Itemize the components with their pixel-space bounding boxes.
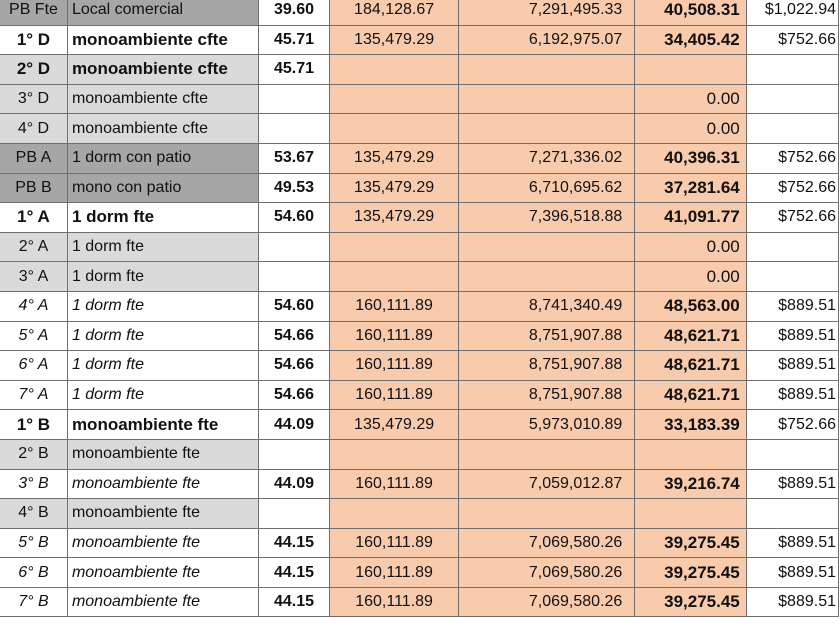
total-price-cell[interactable]: 7,069,580.26 xyxy=(459,528,635,558)
usd-total-cell[interactable]: 0.00 xyxy=(635,262,746,292)
area-cell[interactable]: 49.53 xyxy=(259,173,330,203)
area-cell[interactable]: 44.15 xyxy=(259,587,330,617)
unit-price-cell[interactable] xyxy=(329,84,458,114)
usd-per-m2-cell[interactable]: $889.51 xyxy=(746,351,838,381)
unit-cell[interactable]: PB Fte xyxy=(0,0,67,25)
table-row xyxy=(0,291,839,321)
unit-price-cell[interactable] xyxy=(329,439,458,469)
usd-total-cell[interactable]: 39,216.74 xyxy=(635,469,746,499)
area-cell[interactable] xyxy=(259,439,330,469)
unit-cell[interactable]: 2° D xyxy=(0,55,67,85)
usd-per-m2-cell[interactable]: $889.51 xyxy=(746,528,838,558)
description-cell[interactable]: monoambiente fte xyxy=(67,469,258,499)
area-cell[interactable] xyxy=(259,84,330,114)
area-cell[interactable]: 54.60 xyxy=(259,291,330,321)
usd-per-m2-cell[interactable]: $752.66 xyxy=(746,203,838,233)
unit-cell[interactable]: 7° A xyxy=(0,380,67,410)
unit-price-cell[interactable]: 160,111.89 xyxy=(329,291,458,321)
description-cell[interactable]: 1 dorm fte xyxy=(67,321,258,351)
usd-per-m2-cell[interactable]: $1,022.94 xyxy=(746,0,838,25)
description-cell[interactable]: monoambiente fte xyxy=(67,439,258,469)
table-row xyxy=(0,439,839,469)
table-row xyxy=(0,84,839,114)
unit-cell[interactable]: 7° B xyxy=(0,587,67,617)
total-price-cell[interactable] xyxy=(459,262,635,292)
total-price-cell[interactable] xyxy=(459,55,635,85)
area-cell[interactable]: 45.71 xyxy=(259,55,330,85)
unit-cell[interactable]: 2° B xyxy=(0,439,67,469)
usd-total-cell[interactable]: 48,621.71 xyxy=(635,351,746,381)
usd-total-cell[interactable] xyxy=(635,499,746,529)
unit-price-cell[interactable]: 160,111.89 xyxy=(329,528,458,558)
unit-cell[interactable]: 5° B xyxy=(0,528,67,558)
total-price-cell[interactable] xyxy=(459,499,635,529)
table-row xyxy=(0,351,839,381)
total-price-cell[interactable]: 7,059,012.87 xyxy=(459,469,635,499)
description-cell[interactable]: monoambiente fte xyxy=(67,558,258,588)
unit-price-cell[interactable]: 135,479.29 xyxy=(329,410,458,440)
description-cell[interactable]: monoambiente fte xyxy=(67,587,258,617)
unit-cell[interactable]: 6° B xyxy=(0,558,67,588)
table-row xyxy=(0,232,839,262)
table-row xyxy=(0,558,839,588)
description-cell[interactable]: monoambiente cfte xyxy=(67,114,258,144)
area-cell[interactable]: 44.15 xyxy=(259,528,330,558)
total-price-cell[interactable]: 7,396,518.88 xyxy=(459,203,635,233)
description-cell[interactable]: 1 dorm fte xyxy=(67,380,258,410)
table-row xyxy=(0,499,839,529)
unit-price-cell[interactable]: 160,111.89 xyxy=(329,558,458,588)
usd-total-cell[interactable]: 48,621.71 xyxy=(635,321,746,351)
table-row xyxy=(0,114,839,144)
usd-total-cell[interactable]: 0.00 xyxy=(635,114,746,144)
total-price-cell[interactable]: 6,192,975.07 xyxy=(459,25,635,55)
unit-cell[interactable]: 1° A xyxy=(0,203,67,233)
area-cell[interactable]: 54.66 xyxy=(259,321,330,351)
unit-price-cell[interactable]: 160,111.89 xyxy=(329,380,458,410)
area-cell[interactable]: 44.09 xyxy=(259,469,330,499)
description-cell[interactable]: monoambiente cfte xyxy=(67,25,258,55)
area-cell[interactable] xyxy=(259,262,330,292)
unit-cell[interactable]: 1° D xyxy=(0,25,67,55)
description-cell[interactable]: monoambiente fte xyxy=(67,528,258,558)
usd-total-cell[interactable]: 48,621.71 xyxy=(635,380,746,410)
usd-total-cell[interactable]: 39,275.45 xyxy=(635,528,746,558)
unit-price-cell[interactable]: 135,479.29 xyxy=(329,143,458,173)
total-price-cell[interactable] xyxy=(459,84,635,114)
total-price-cell[interactable]: 8,751,907.88 xyxy=(459,321,635,351)
area-cell[interactable]: 39.60 xyxy=(259,0,330,25)
area-cell[interactable]: 45.71 xyxy=(259,25,330,55)
unit-cell[interactable]: PB B xyxy=(0,173,67,203)
description-cell[interactable]: 1 dorm fte xyxy=(67,262,258,292)
area-cell[interactable]: 54.66 xyxy=(259,351,330,381)
description-cell[interactable]: 1 dorm fte xyxy=(67,351,258,381)
unit-cell[interactable]: 4° D xyxy=(0,114,67,144)
area-cell[interactable] xyxy=(259,232,330,262)
area-cell[interactable]: 44.15 xyxy=(259,558,330,588)
unit-cell[interactable]: 5° A xyxy=(0,321,67,351)
description-cell[interactable]: 1 dorm con patio xyxy=(67,143,258,173)
usd-per-m2-cell[interactable] xyxy=(746,499,838,529)
unit-price-cell[interactable] xyxy=(329,499,458,529)
usd-total-cell[interactable]: 33,183.39 xyxy=(635,410,746,440)
table-row xyxy=(0,587,839,617)
total-price-cell[interactable]: 6,710,695.62 xyxy=(459,173,635,203)
usd-total-cell[interactable]: 0.00 xyxy=(635,84,746,114)
total-price-cell[interactable]: 7,069,580.26 xyxy=(459,587,635,617)
unit-price-cell[interactable] xyxy=(329,114,458,144)
unit-cell[interactable]: 3° A xyxy=(0,262,67,292)
table-row xyxy=(0,203,839,233)
total-price-cell[interactable] xyxy=(459,114,635,144)
description-cell[interactable]: Local comercial xyxy=(67,0,258,25)
unit-price-cell[interactable]: 160,111.89 xyxy=(329,321,458,351)
unit-price-cell[interactable]: 160,111.89 xyxy=(329,351,458,381)
unit-cell[interactable]: 6° A xyxy=(0,351,67,381)
usd-total-cell[interactable]: 40,508.31 xyxy=(635,0,746,25)
description-cell[interactable]: monoambiente cfte xyxy=(67,55,258,85)
total-price-cell[interactable]: 7,291,495.33 xyxy=(459,0,635,25)
usd-per-m2-cell[interactable] xyxy=(746,232,838,262)
usd-total-cell[interactable]: 39,275.45 xyxy=(635,587,746,617)
unit-price-cell[interactable]: 135,479.29 xyxy=(329,203,458,233)
table-row xyxy=(0,143,839,173)
usd-per-m2-cell[interactable] xyxy=(746,114,838,144)
table-row xyxy=(0,0,839,25)
table-row xyxy=(0,380,839,410)
unit-cell[interactable]: 4° A xyxy=(0,291,67,321)
usd-total-cell[interactable]: 41,091.77 xyxy=(635,203,746,233)
usd-total-cell[interactable] xyxy=(635,439,746,469)
unit-price-cell[interactable]: 135,479.29 xyxy=(329,25,458,55)
area-cell[interactable] xyxy=(259,114,330,144)
table-row xyxy=(0,25,839,55)
usd-per-m2-cell[interactable]: $889.51 xyxy=(746,291,838,321)
unit-price-cell[interactable] xyxy=(329,262,458,292)
description-cell[interactable]: monoambiente cfte xyxy=(67,84,258,114)
usd-per-m2-cell[interactable]: $889.51 xyxy=(746,380,838,410)
unit-cell[interactable]: 1° B xyxy=(0,410,67,440)
usd-per-m2-cell[interactable]: $752.66 xyxy=(746,25,838,55)
area-cell[interactable]: 54.66 xyxy=(259,380,330,410)
unit-cell[interactable]: PB A xyxy=(0,143,67,173)
area-cell[interactable]: 53.67 xyxy=(259,143,330,173)
unit-cell[interactable]: 3° B xyxy=(0,469,67,499)
unit-cell[interactable]: 4° B xyxy=(0,499,67,529)
usd-total-cell[interactable]: 34,405.42 xyxy=(635,25,746,55)
usd-per-m2-cell[interactable]: $889.51 xyxy=(746,321,838,351)
table-row xyxy=(0,321,839,351)
usd-total-cell[interactable]: 0.00 xyxy=(635,232,746,262)
usd-per-m2-cell[interactable]: $889.51 xyxy=(746,469,838,499)
area-cell[interactable] xyxy=(259,499,330,529)
usd-per-m2-cell[interactable] xyxy=(746,55,838,85)
area-cell[interactable]: 44.09 xyxy=(259,410,330,440)
description-cell[interactable]: 1 dorm fte xyxy=(67,203,258,233)
description-cell[interactable]: 1 dorm fte xyxy=(67,232,258,262)
table-row xyxy=(0,173,839,203)
unit-price-cell[interactable]: 184,128.67 xyxy=(329,0,458,25)
total-price-cell[interactable]: 7,069,580.26 xyxy=(459,558,635,588)
table-row xyxy=(0,262,839,292)
usd-per-m2-cell[interactable]: $752.66 xyxy=(746,173,838,203)
total-price-cell[interactable]: 7,271,336.02 xyxy=(459,143,635,173)
unit-price-cell[interactable] xyxy=(329,55,458,85)
usd-per-m2-cell[interactable]: $889.51 xyxy=(746,558,838,588)
description-cell[interactable]: mono con patio xyxy=(67,173,258,203)
usd-total-cell[interactable]: 48,563.00 xyxy=(635,291,746,321)
unit-price-cell[interactable]: 160,111.89 xyxy=(329,469,458,499)
total-price-cell[interactable] xyxy=(459,439,635,469)
description-cell[interactable]: 1 dorm fte xyxy=(67,291,258,321)
usd-total-cell[interactable]: 39,275.45 xyxy=(635,558,746,588)
unit-price-cell[interactable]: 160,111.89 xyxy=(329,587,458,617)
usd-per-m2-cell[interactable]: $752.66 xyxy=(746,143,838,173)
unit-cell[interactable]: 2° A xyxy=(0,232,67,262)
area-cell[interactable]: 54.60 xyxy=(259,203,330,233)
total-price-cell[interactable]: 8,751,907.88 xyxy=(459,351,635,381)
usd-per-m2-cell[interactable]: $889.51 xyxy=(746,587,838,617)
total-price-cell[interactable]: 5,973,010.89 xyxy=(459,410,635,440)
table-row xyxy=(0,410,839,440)
unit-price-cell[interactable] xyxy=(329,232,458,262)
usd-total-cell[interactable]: 40,396.31 xyxy=(635,143,746,173)
unit-cell[interactable]: 3° D xyxy=(0,84,67,114)
usd-total-cell[interactable] xyxy=(635,55,746,85)
description-cell[interactable]: monoambiente fte xyxy=(67,499,258,529)
table-row xyxy=(0,469,839,499)
total-price-cell[interactable]: 8,741,340.49 xyxy=(459,291,635,321)
usd-per-m2-cell[interactable]: $752.66 xyxy=(746,410,838,440)
total-price-cell[interactable]: 8,751,907.88 xyxy=(459,380,635,410)
usd-per-m2-cell[interactable] xyxy=(746,84,838,114)
usd-total-cell[interactable]: 37,281.64 xyxy=(635,173,746,203)
table-row xyxy=(0,528,839,558)
usd-per-m2-cell[interactable] xyxy=(746,439,838,469)
total-price-cell[interactable] xyxy=(459,232,635,262)
usd-per-m2-cell[interactable] xyxy=(746,262,838,292)
table-row xyxy=(0,55,839,85)
unit-price-cell[interactable]: 135,479.29 xyxy=(329,173,458,203)
description-cell[interactable]: monoambiente fte xyxy=(67,410,258,440)
